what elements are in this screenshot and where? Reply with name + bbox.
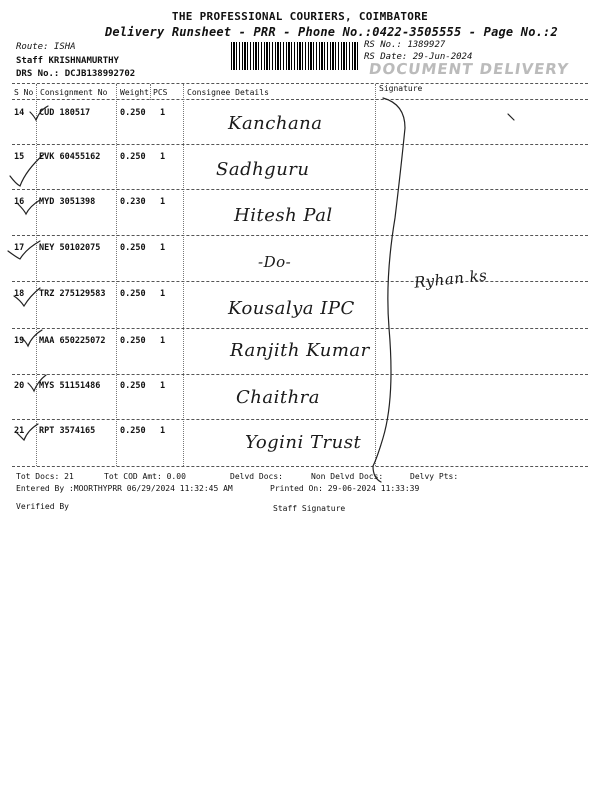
- signature-scrawl: Ryhan ks: [413, 266, 489, 292]
- row-sno: 16: [14, 197, 25, 207]
- row-pcs: 1: [160, 381, 166, 391]
- row-consignment: TRZ 275129583: [39, 289, 106, 299]
- row-weight: 0.250: [120, 381, 146, 391]
- verified-by: Verified By: [16, 502, 69, 511]
- row-sno: 15: [14, 152, 25, 162]
- company-title: THE PROFESSIONAL COURIERS, COIMBATORE: [171, 10, 429, 23]
- tick-mark: [16, 424, 38, 440]
- row-weight: 0.250: [120, 152, 146, 162]
- row-consignee: Chaithra: [236, 387, 321, 408]
- tick-mark: [30, 106, 48, 120]
- row-sno: 14: [14, 108, 25, 118]
- row-consignee: Ranjith Kumar: [230, 340, 370, 361]
- row-weight: 0.250: [120, 336, 146, 346]
- row-consignment: NEY 50102075: [39, 243, 101, 253]
- drs-number: DRS No.: DCJB138992702: [16, 69, 136, 79]
- tick-mark: [28, 375, 46, 391]
- signature-bracket: [373, 98, 405, 482]
- route-label: Route: ISHA: [16, 42, 76, 52]
- tick-mark: [22, 330, 42, 346]
- row-weight: 0.250: [120, 426, 146, 436]
- rs-date: RS Date: 29-Jun-2024: [364, 52, 473, 62]
- row-sno: 17: [14, 243, 25, 253]
- printed-on: Printed On: 29-06-2024 11:33:39: [270, 484, 420, 493]
- entered-by: Entered By :MOORTHYPRR 06/29/2024 11:32:45 AM: [16, 484, 233, 493]
- row-consignee: Sadhguru: [216, 159, 310, 180]
- col-sno: S No: [14, 88, 34, 97]
- row-consignment: MYS 51151486: [39, 381, 101, 391]
- row-pcs: 1: [160, 426, 166, 436]
- row-consignee: Kousalya IPC: [228, 298, 355, 319]
- row-weight: 0.250: [120, 289, 146, 299]
- tick-mark: [8, 241, 40, 259]
- row-pcs: 1: [160, 108, 166, 118]
- row-pcs: 1: [160, 197, 166, 207]
- col-pcs: PCS: [153, 88, 168, 97]
- row-pcs: 1: [160, 243, 166, 253]
- row-consignment: RPT 3574165: [39, 426, 96, 436]
- row-pcs: 1: [160, 336, 166, 346]
- col-consignment: Consignment No: [40, 88, 108, 97]
- row-consignment: MAA 650225072: [39, 336, 106, 346]
- col-consignee: Consignee Details: [187, 88, 269, 97]
- row-consignee: -Do-: [258, 253, 292, 271]
- delvy-pts: Delvy Pts:: [410, 472, 459, 481]
- row-weight: 0.250: [120, 243, 146, 253]
- row-consignee: Hitesh Pal: [234, 205, 333, 226]
- row-sno: 21: [14, 426, 25, 436]
- tick-mark: [18, 200, 40, 214]
- row-weight: 0.230: [120, 197, 146, 207]
- col-weight: Weight: [120, 88, 149, 97]
- signature-bracket: [508, 114, 514, 120]
- row-consignment: CUD 180517: [39, 108, 91, 118]
- tot-cod-amt: Tot COD Amt: 0.00: [104, 472, 186, 481]
- staff-label: Staff KRISHNAMURTHY: [16, 56, 119, 66]
- row-consignment: EVK 60455162: [39, 152, 101, 162]
- row-consignee: Yogini Trust: [245, 432, 362, 453]
- col-signature: Signature: [379, 84, 423, 93]
- row-sno: 20: [14, 381, 25, 391]
- row-sno: 19: [14, 336, 25, 346]
- tot-docs: Tot Docs: 21: [16, 472, 74, 481]
- row-sno: 18: [14, 289, 25, 299]
- row-consignment: MYD 3051398: [39, 197, 96, 207]
- non-delvd-docs: Non Delvd Docs:: [311, 472, 384, 481]
- row-pcs: 1: [160, 289, 166, 299]
- delvd-docs: Delvd Docs:: [230, 472, 283, 481]
- row-consignee: Kanchana: [228, 113, 323, 134]
- tick-mark: [14, 288, 40, 306]
- staff-signature-label: Staff Signature: [273, 504, 346, 513]
- tick-mark: [10, 154, 44, 186]
- document-delivery-stamp: DOCUMENT DELIVERY: [367, 60, 571, 78]
- row-weight: 0.250: [120, 108, 146, 118]
- rs-number: RS No.: 1389927: [364, 40, 446, 50]
- row-pcs: 1: [160, 152, 166, 162]
- runsheet-title: Delivery Runsheet - PRR - Phone No.:0422-3505555 - Page No.:2: [105, 25, 558, 39]
